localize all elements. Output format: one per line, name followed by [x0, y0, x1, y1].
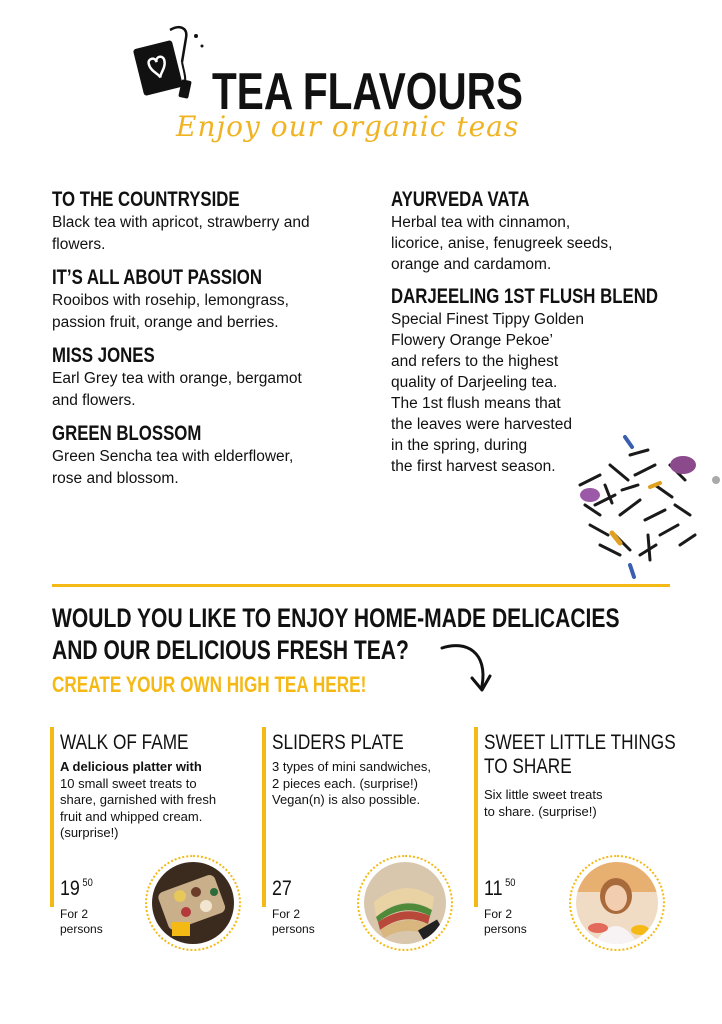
offer-persons: For 2 persons: [272, 907, 315, 936]
accent-bar: [262, 727, 266, 875]
promo-heading: [52, 602, 722, 666]
tea-name: TO THE COUNTRYSIDE: [52, 188, 240, 211]
offer-price: 11 $^{50}$: [484, 877, 516, 900]
sweet-platter-image: [152, 862, 234, 944]
page-title: TEA FLAVOURS: [212, 63, 523, 121]
promo-line-2: AND OUR DELICIOUS FRESH TEA?: [52, 635, 409, 665]
tea-name: DARJEELING 1ST FLUSH BLEND: [391, 285, 658, 308]
section-divider: [52, 584, 670, 587]
offer-price: 19 $^{50}$: [60, 877, 93, 900]
tea-description: Herbal tea with cinnamon, licorice, anise, fenugreek seeds, orange and cardamom.: [391, 214, 613, 273]
offer-name: SLIDERS PLATE: [272, 731, 404, 754]
tea-description: Earl Grey tea with orange, bergamot and flowers.: [52, 370, 302, 409]
offer-photo: [145, 855, 241, 951]
accent-bar: [50, 867, 54, 907]
girl-with-sweets-image: [576, 862, 658, 944]
accent-bar: [474, 727, 478, 875]
tea-description: Special Finest Tippy Golden Flowery Orange Pekoe’ and refers to the highest quality of Darjeeling tea. The 1st flush means that the leaves were harvested in the spring, during the first harvest season.: [391, 311, 584, 475]
offer-name: SWEET LITTLE THINGS TO SHARE: [484, 731, 676, 778]
offer-photo: [569, 855, 665, 951]
tea-name: GREEN BLOSSOM: [52, 422, 202, 445]
offer-description: 3 types of mini sandwiches, 2 pieces each. (surprise!) Vegan(n) is also possible.: [272, 759, 431, 807]
offer-card[interactable]: [262, 727, 462, 957]
tea-name: MISS JONES: [52, 344, 155, 367]
tea-item: [391, 188, 711, 275]
curved-arrow-icon: [438, 638, 494, 696]
tea-item: [52, 266, 372, 334]
tea-list-left: [52, 188, 372, 500]
header: [0, 0, 722, 160]
promo-line-1: WOULD YOU LIKE TO ENJOY HOME-MADE DELICACIES: [52, 603, 620, 633]
offer-card[interactable]: [50, 727, 250, 957]
accent-bar: [474, 867, 478, 907]
accent-bar: [50, 727, 54, 875]
tea-name: IT’S ALL ABOUT PASSION: [52, 266, 263, 289]
tea-item: [52, 188, 372, 256]
cta-link[interactable]: CREATE YOUR OWN HIGH TEA HERE!: [52, 672, 367, 697]
tea-item: [52, 344, 372, 412]
tea-bag-icon: [130, 22, 210, 112]
tea-item: [52, 422, 372, 490]
tea-description: Green Sencha tea with elderflower, rose and blossom.: [52, 448, 294, 487]
tea-description: Black tea with apricot, strawberry and flowers.: [52, 214, 310, 253]
sandwiches-image: [364, 862, 446, 944]
offer-photo: [357, 855, 453, 951]
offer-price: 27: [272, 877, 292, 900]
tea-name: AYURVEDA VATA: [391, 188, 530, 211]
offer-name: WALK OF FAME: [60, 731, 189, 754]
offer-card[interactable]: [474, 727, 674, 957]
accent-bar: [262, 867, 266, 907]
offer-persons: For 2 persons: [60, 907, 103, 936]
page-subtitle: Enjoy our organic teas: [176, 110, 520, 143]
offer-description: Six little sweet treats to share. (surprise!): [484, 787, 603, 819]
tea-description: Rooibos with rosehip, lemongrass, passion fruit, orange and berries.: [52, 292, 289, 331]
offer-description: A delicious platter with 10 small sweet treats to share, garnished with fresh fruit and whipped cream. (surprise!): [60, 759, 217, 840]
offer-persons: For 2 persons: [484, 907, 527, 936]
tea-leaves-image: [560, 425, 722, 585]
